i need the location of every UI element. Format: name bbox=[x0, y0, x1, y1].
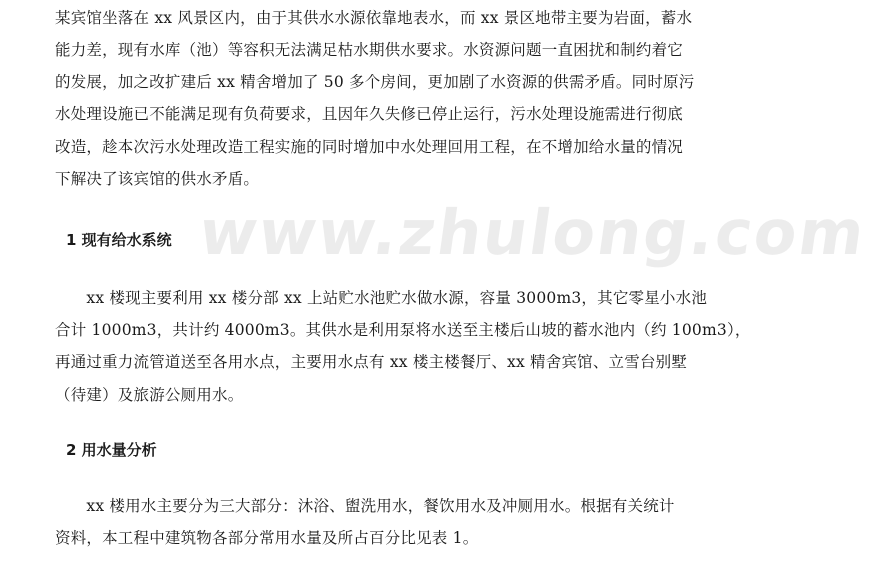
intro-line-6: 下解决了该宾馆的供水矛盾。 bbox=[55, 170, 260, 188]
intro-line-1: 某宾馆坐落在 xx 风景区内，由于其供水水源依靠地表水，而 xx 景区地带主要为岩面，蓄水 bbox=[55, 9, 693, 27]
intro-line-5: 改造，趁本次污水处理改造工程实施的同时增加中水处理回用工程，在不增加给水量的情况 bbox=[55, 138, 684, 156]
section-1-line-2: 合计 1000m3，共计约 4000m3。其供水是利用泵将水送至主楼后山坡的蓄水池内（约 100m3）， bbox=[55, 321, 751, 339]
section-1-line-4: （待建）及旅游公厕用水。 bbox=[55, 386, 244, 404]
section-2-line-1: xx 楼用水主要分为三大部分：沐浴、盥洗用水，餐饮用水及冲厕用水。根据有关统计 bbox=[55, 497, 675, 515]
intro-line-2: 能力差，现有水库（池）等容积无法满足枯水期供水要求。水资源问题一直困扰和制约着它 bbox=[55, 41, 684, 59]
section-1-line-3: 再通过重力流管道送至各用水点，主要用水点有 xx 楼主楼餐厅、xx 精舍宾馆、立雪台别墅 bbox=[55, 353, 688, 371]
section-1-heading: 1 现有给水系统 bbox=[66, 231, 172, 249]
watermark: www.zhulong.com bbox=[194, 196, 871, 269]
section-1-line-1: xx 楼现主要利用 xx 楼分部 xx 上站贮水池贮水做水源，容量 3000m3，其它零星小水池 bbox=[55, 289, 708, 307]
section-2-heading: 2 用水量分析 bbox=[66, 441, 157, 459]
intro-line-4: 水处理设施已不能满足现有负荷要求，且因年久失修已停止运行，污水处理设施需进行彻底 bbox=[55, 105, 684, 123]
section-2-line-2: 资料，本工程中建筑物各部分常用水量及所占百分比见表 1。 bbox=[55, 529, 479, 547]
intro-line-3: 的发展，加之改扩建后 xx 精舍增加了 50 多个房间，更加剧了水资源的供需矛盾。同时原污 bbox=[55, 73, 695, 91]
